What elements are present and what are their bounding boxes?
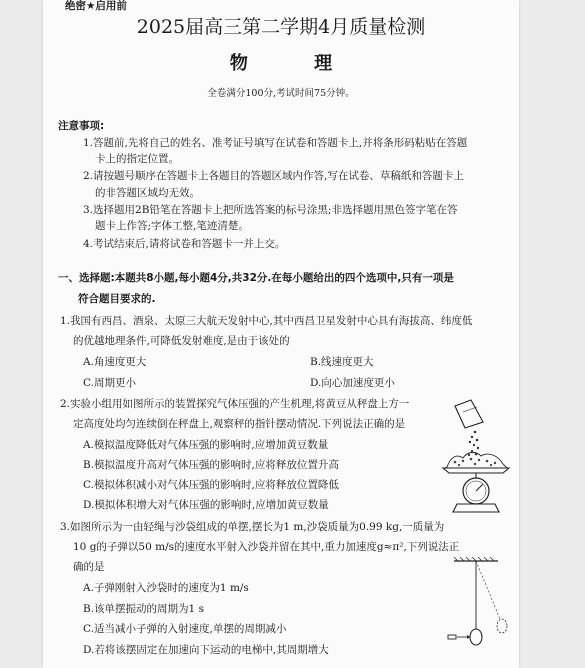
scale-beans-figure [441,398,515,516]
sandbag-icon [470,629,482,645]
question-3-option-a: A.子弹刚射入沙袋时的速度为1 m/s [83,582,249,594]
question-2-stem-line2: 定高度处均匀连续倒在秤盘上,观察秤的指针摆动情况.下列说法正确的是 [73,418,406,430]
question-2-option-b: B.模拟温度升高对气体压强的影响时,应将释放位置升高 [83,459,339,471]
notice-item-4-line1: 4.考试结束后,请将试卷和答题卡一并上交。 [83,238,286,250]
notice-item-2-line2: 的非答题区域均无效。 [95,187,200,199]
section-heading-line1: 一、选择题:本题共8小题,每小题4分,共32分.在每小题给出的四个选项中,只有一项是 [58,272,454,284]
pendulum-figure [436,557,516,652]
notice-item-1-line2: 卡上的指定位置。 [95,153,179,165]
question-3-stem-line3: 确的是 [73,561,105,573]
question-1-stem-line2: 的优越地理条件,可降低发射难度,是由于该处的 [73,335,290,347]
secret-label: 绝密★启用前 [65,0,127,12]
question-3-option-b: B.该单摆振动的周期为1 s [83,603,204,615]
question-3-stem-line2: 10 g的子弹以50 m/s的速度水平射入沙袋并留在其中,重力加速度g≈π²,下列说法正 [73,541,460,553]
notice-item-2-line1: 2.请按题号顺序在答题卡上各题目的答题区域内作答,写在试卷、草稿纸和答题卡上 [83,170,464,182]
section-heading-line2: 符合题目要求的. [78,293,156,305]
question-1-option-b: B.线速度更大 [310,356,374,368]
pile-beans [454,458,497,466]
question-2-option-a: A.模拟温度降低对气体压强的影响时,应增加黄豆数量 [83,439,329,451]
subject-title: 物 理 [229,53,363,74]
question-1-option-a: A.角速度更大 [83,356,147,368]
sandbag-swing-icon [497,619,507,633]
notice-item-3-line2: 题卡上作答;字体工整,笔迹清楚。 [95,220,249,232]
notice-title: 注意事项: [58,120,105,132]
scale-pointer [476,484,483,491]
notice-item-3-line1: 3.选择题用2B铅笔在答题卡上把所选答案的标号涂黑;非选择题用黑色签字笔在答 [83,204,458,216]
question-1-option-d: D.向心加速度更小 [310,377,395,389]
question-3-stem-line1: 3.如图所示为一由轻绳与沙袋组成的单摆,摆长为1 m,沙袋质量为0.99 kg,一质量为 [60,521,445,533]
scale-pan [443,468,509,473]
notice-item-1-line1: 1.答题前,先将自己的姓名、准考证号填写在试卷和答题卡上,并将条形码粘贴在答题 [83,137,468,149]
exam-title: 2025届高三第二学期4月质量检测 [136,16,426,38]
question-1-option-c: C.周期更小 [83,377,136,389]
exam-paper [43,0,519,668]
cup-rim [463,407,477,412]
cup-shape [455,400,483,428]
bullet-icon [448,635,456,639]
question-2-option-d: D.模拟体积增大对气体压强的影响时,应增加黄豆数量 [83,499,329,511]
question-3-option-c: C.适当减小子弹的入射速度,单摆的周期减小 [83,623,287,635]
exam-info: 全卷满分100分,考试时间75分钟。 [207,88,355,99]
scale-base [453,504,499,512]
question-3-option-d: D.若将该摆固定在加速向下运动的电梯中,其周期增大 [83,644,329,656]
question-2-option-c: C.模拟体积减小对气体压强的影响时,应将释放位置降低 [83,479,339,491]
swing-string [476,561,500,619]
question-1-stem-line1: 1.我国有西昌、酒泉、太原三大航天发射中心,其中西昌卫星发射中心具有海拔高、纬度低 [60,315,473,327]
question-2-stem-line1: 2.实验小组用如图所示的装置探究气体压强的产生机理,将黄豆从秤盘上方一 [60,398,410,410]
